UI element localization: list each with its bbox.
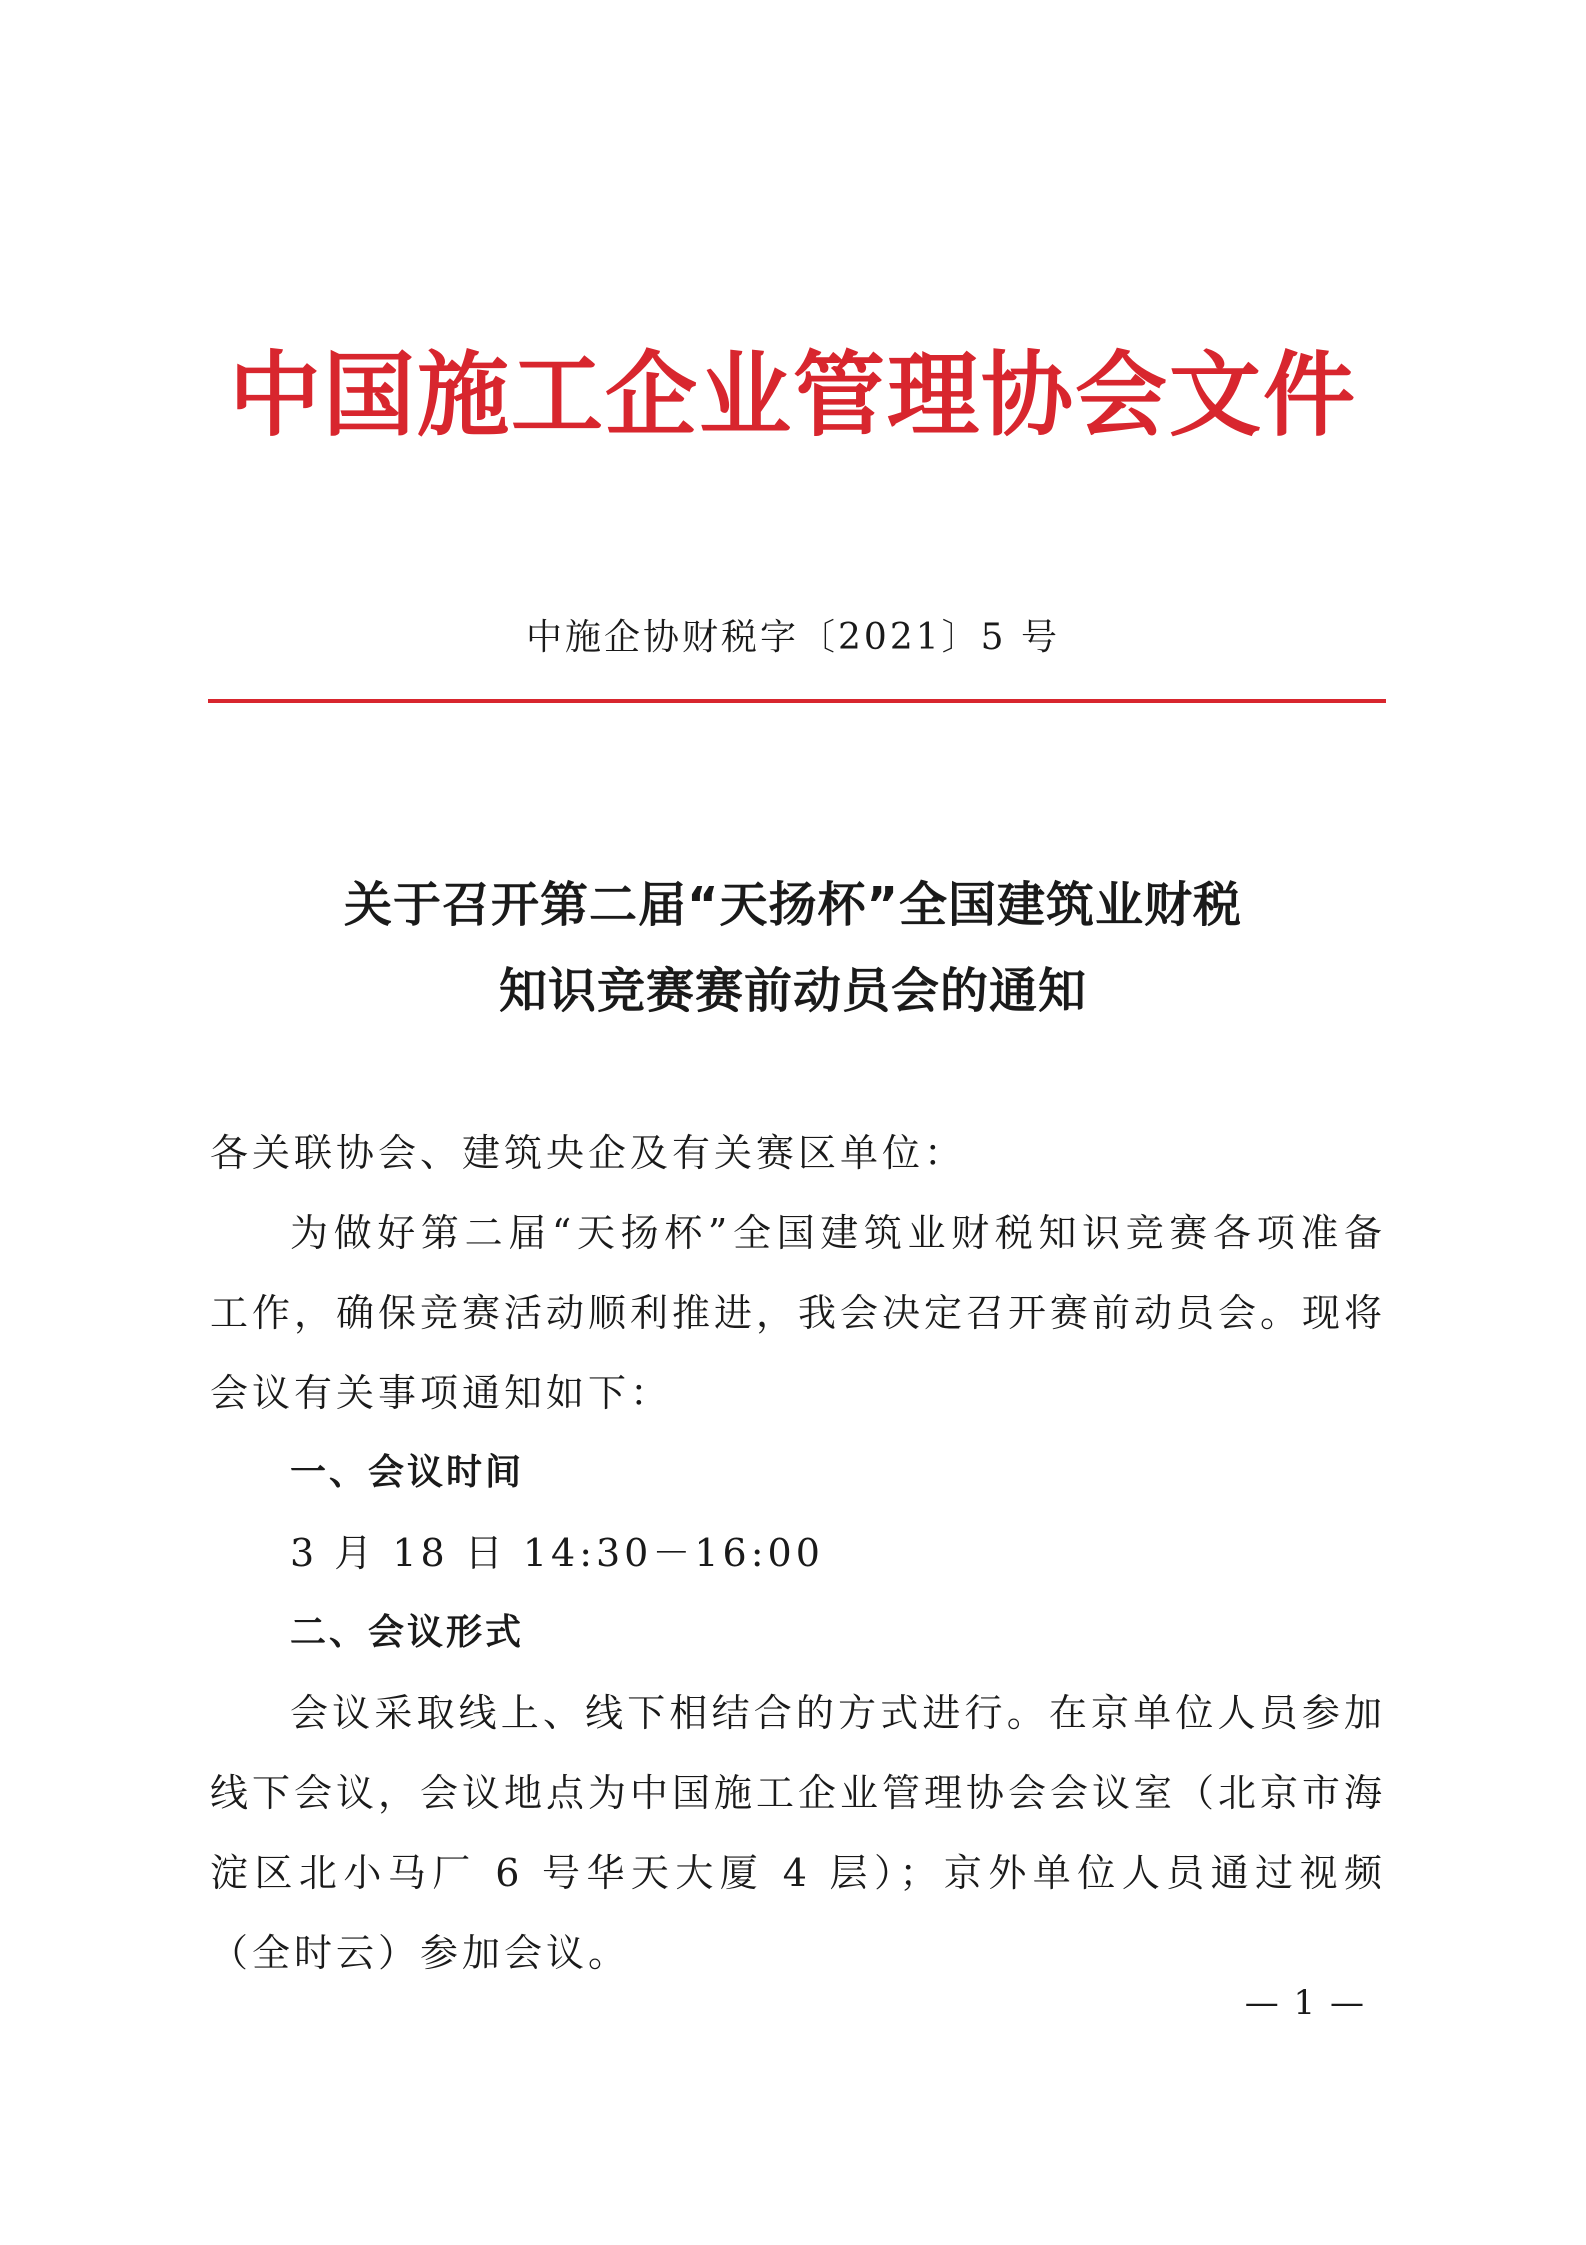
notice-title-line-1: 关于召开第二届“天扬杯”全国建筑业财税 [343, 877, 1243, 933]
salutation: 各关联协会、建筑央企及有关赛区单位： [210, 1131, 967, 1175]
notice-body [210, 1113, 1386, 1993]
section-heading-format: 二、会议形式 [290, 1612, 525, 1653]
page-number: — 1 — [1244, 1983, 1366, 2023]
document-header: 中国施工企业管理协会文件 [228, 342, 1357, 449]
notice-title [200, 862, 1386, 1034]
section-text-time: 3 月 18 日 14:30－16:00 [290, 1531, 824, 1575]
notice-title-line-2: 知识竞赛赛前动员会的通知 [498, 963, 1087, 1019]
red-divider-rule [208, 699, 1386, 703]
section-text-format: 会议采取线上、线下相结合的方式进行。在京单位人员参加线下会议，会议地点为中国施工企业管理协会会议室（北京市海淀区北小马厂 6 号华天大厦 4 层）；京外单位人员通过视频（全时云）参加会议。 [210, 1691, 1387, 1975]
intro-paragraph: 为做好第二届“天扬杯”全国建筑业财税知识竞赛各项准备工作，确保竞赛活动顺利推进，我会决定召开赛前动员会。现将会议有关事项通知如下： [210, 1211, 1387, 1415]
section-heading-time: 一、会议时间 [290, 1452, 525, 1493]
document-number: 中施企协财税字〔2021〕5 号 [526, 617, 1060, 658]
